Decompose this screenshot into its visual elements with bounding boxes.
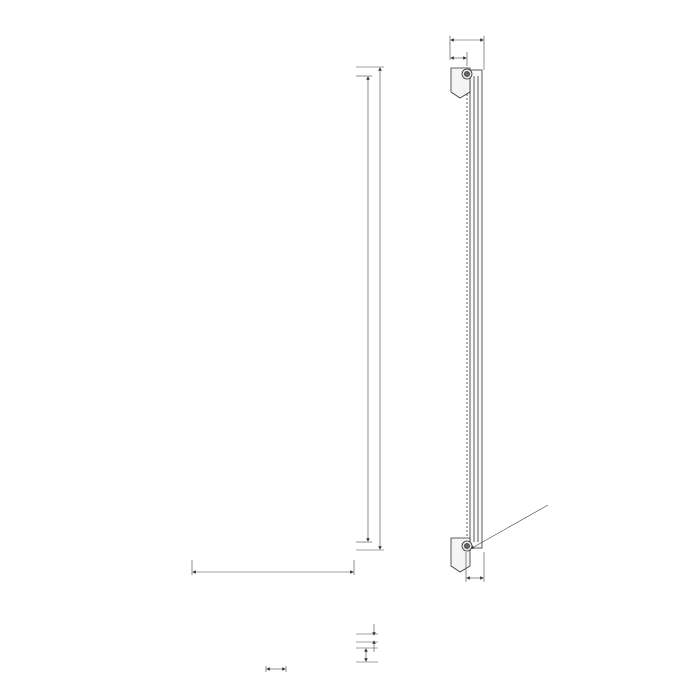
side-dimensions bbox=[450, 36, 548, 582]
top-dimensions bbox=[266, 624, 378, 672]
front-dimensions bbox=[192, 67, 384, 575]
side-radiator bbox=[451, 68, 482, 572]
